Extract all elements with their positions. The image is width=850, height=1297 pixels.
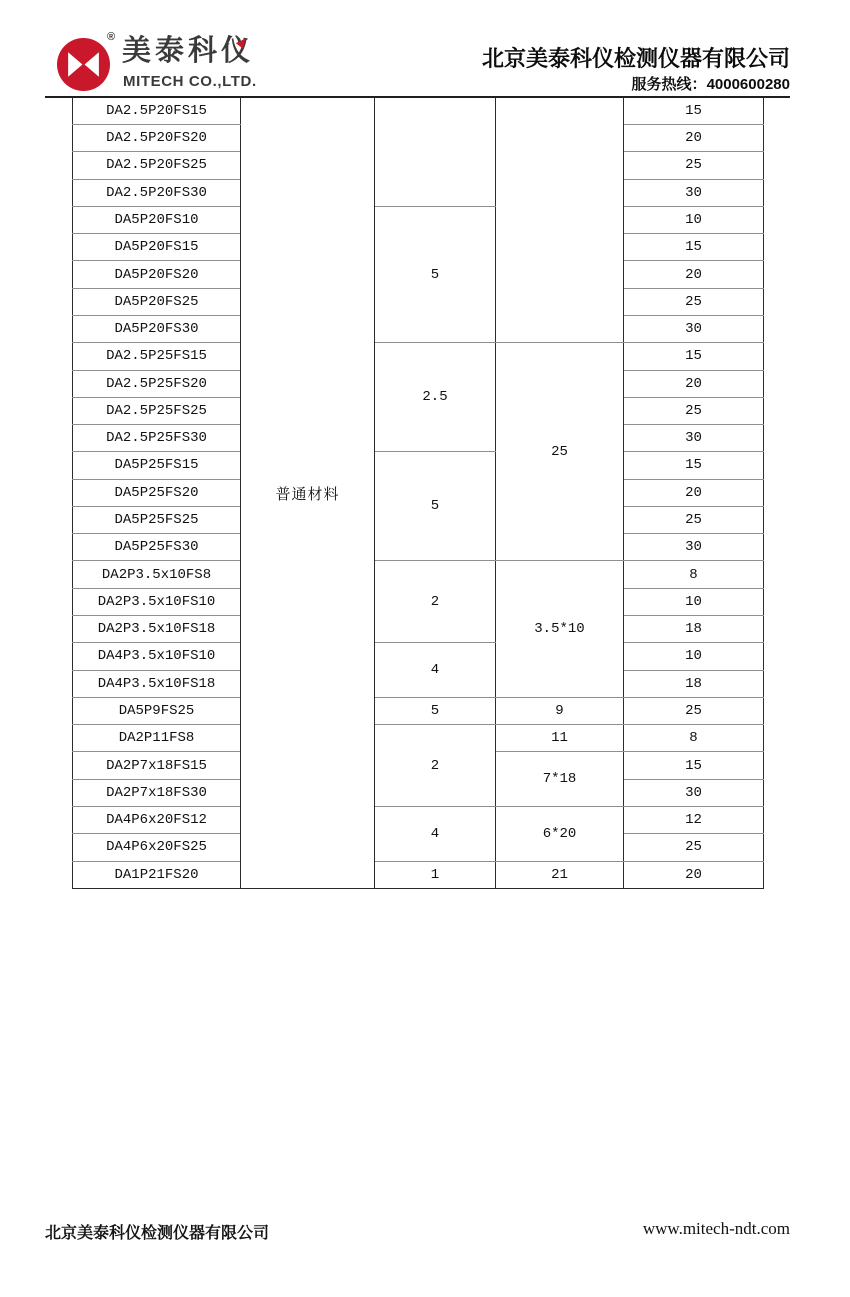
range-cell: 15 — [624, 343, 764, 370]
mitech-logo-icon — [57, 38, 110, 91]
model-cell: DA2.5P25FS15 — [73, 343, 241, 370]
model-cell: DA4P6x20FS12 — [73, 807, 241, 834]
range-cell: 15 — [624, 98, 764, 124]
model-cell: DA5P25FS15 — [73, 452, 241, 479]
model-cell: DA5P20FS30 — [73, 315, 241, 342]
range-cell: 10 — [624, 206, 764, 233]
diameter-cell: 2 — [375, 725, 496, 807]
model-cell: DA2.5P20FS25 — [73, 152, 241, 179]
registered-trademark-icon: ® — [107, 31, 116, 43]
model-cell: DA2P11FS8 — [73, 725, 241, 752]
range-cell: 25 — [624, 152, 764, 179]
brand-name-cn: 美泰科仪 — [122, 35, 255, 67]
table-row — [73, 807, 764, 834]
model-cell: DA4P3.5x10FS10 — [73, 643, 241, 670]
diameter-cell: 5 — [375, 697, 496, 724]
model-cell: DA1P21FS20 — [73, 861, 241, 888]
diameter-cell: 2 — [375, 561, 496, 643]
table-row — [73, 452, 764, 479]
size-cell: 25 — [496, 343, 624, 561]
model-cell: DA2.5P20FS20 — [73, 124, 241, 151]
diameter-cell: 5 — [375, 452, 496, 561]
size-cell: 11 — [496, 725, 624, 752]
model-cell: DA2P7x18FS30 — [73, 779, 241, 806]
range-cell: 20 — [624, 479, 764, 506]
range-cell: 12 — [624, 807, 764, 834]
table-row — [73, 861, 764, 888]
size-cell: 3.5*10 — [496, 561, 624, 697]
model-cell: DA2P7x18FS15 — [73, 752, 241, 779]
model-cell: DA2.5P20FS30 — [73, 179, 241, 206]
range-cell: 25 — [624, 834, 764, 861]
table-row — [73, 343, 764, 370]
spec-table-body — [73, 98, 764, 889]
hotline-number: 4000600280 — [706, 76, 790, 93]
range-cell: 20 — [624, 261, 764, 288]
range-cell: 25 — [624, 397, 764, 424]
model-cell: DA2P3.5x10FS10 — [73, 588, 241, 615]
model-cell: DA4P6x20FS25 — [73, 834, 241, 861]
model-cell: DA2P3.5x10FS18 — [73, 616, 241, 643]
diameter-cell: 4 — [375, 807, 496, 862]
size-cell: 7*18 — [496, 752, 624, 807]
table-row — [73, 725, 764, 752]
size-cell: 6*20 — [496, 807, 624, 862]
size-cell: 21 — [496, 861, 624, 888]
range-cell: 30 — [624, 779, 764, 806]
range-cell: 30 — [624, 425, 764, 452]
probe-spec-table — [72, 98, 764, 889]
range-cell: 25 — [624, 288, 764, 315]
range-cell: 30 — [624, 179, 764, 206]
model-cell: DA5P20FS10 — [73, 206, 241, 233]
model-cell: DA2.5P25FS25 — [73, 397, 241, 424]
model-cell: DA4P3.5x10FS18 — [73, 670, 241, 697]
range-cell: 10 — [624, 643, 764, 670]
model-cell: DA2.5P25FS20 — [73, 370, 241, 397]
diameter-cell: 1 — [375, 861, 496, 888]
footer-company-name: 北京美泰科仪检测仪器有限公司 — [45, 1225, 270, 1242]
size-cell — [496, 98, 624, 343]
material-cell: 普通材料 — [241, 98, 375, 889]
table-row — [73, 206, 764, 233]
model-cell: DA2.5P25FS30 — [73, 425, 241, 452]
brand-name-en: MITECH CO.,LTD. — [123, 73, 257, 90]
model-cell: DA5P20FS20 — [73, 261, 241, 288]
diameter-cell — [375, 98, 496, 206]
range-cell: 8 — [624, 725, 764, 752]
range-cell: 8 — [624, 561, 764, 588]
model-cell: DA5P25FS20 — [73, 479, 241, 506]
range-cell: 20 — [624, 124, 764, 151]
table-row — [73, 98, 764, 124]
table-row — [73, 561, 764, 588]
range-cell: 15 — [624, 752, 764, 779]
range-cell: 30 — [624, 534, 764, 561]
range-cell: 18 — [624, 670, 764, 697]
header-company-name: 北京美泰科仪检测仪器有限公司 — [481, 46, 790, 71]
diameter-cell: 5 — [375, 206, 496, 342]
model-cell: DA2P3.5x10FS8 — [73, 561, 241, 588]
model-cell: DA5P20FS15 — [73, 234, 241, 261]
hotline-label: 服务热线： — [631, 76, 707, 93]
range-cell: 20 — [624, 370, 764, 397]
size-cell: 9 — [496, 697, 624, 724]
range-cell: 30 — [624, 315, 764, 342]
range-cell: 20 — [624, 861, 764, 888]
range-cell: 25 — [624, 697, 764, 724]
model-cell: DA5P25FS30 — [73, 534, 241, 561]
company-logo — [57, 33, 387, 95]
service-hotline — [632, 73, 790, 94]
range-cell: 18 — [624, 616, 764, 643]
range-cell: 15 — [624, 452, 764, 479]
model-cell: DA5P9FS25 — [73, 697, 241, 724]
model-cell: DA5P25FS25 — [73, 506, 241, 533]
range-cell: 15 — [624, 234, 764, 261]
diameter-cell: 4 — [375, 643, 496, 698]
range-cell: 25 — [624, 506, 764, 533]
footer-website: www.mitech-ndt.com — [642, 1219, 790, 1238]
table-row — [73, 697, 764, 724]
table-row — [73, 643, 764, 670]
range-cell: 10 — [624, 588, 764, 615]
model-cell: DA2.5P20FS15 — [73, 98, 241, 124]
diameter-cell: 2.5 — [375, 343, 496, 452]
model-cell: DA5P20FS25 — [73, 288, 241, 315]
